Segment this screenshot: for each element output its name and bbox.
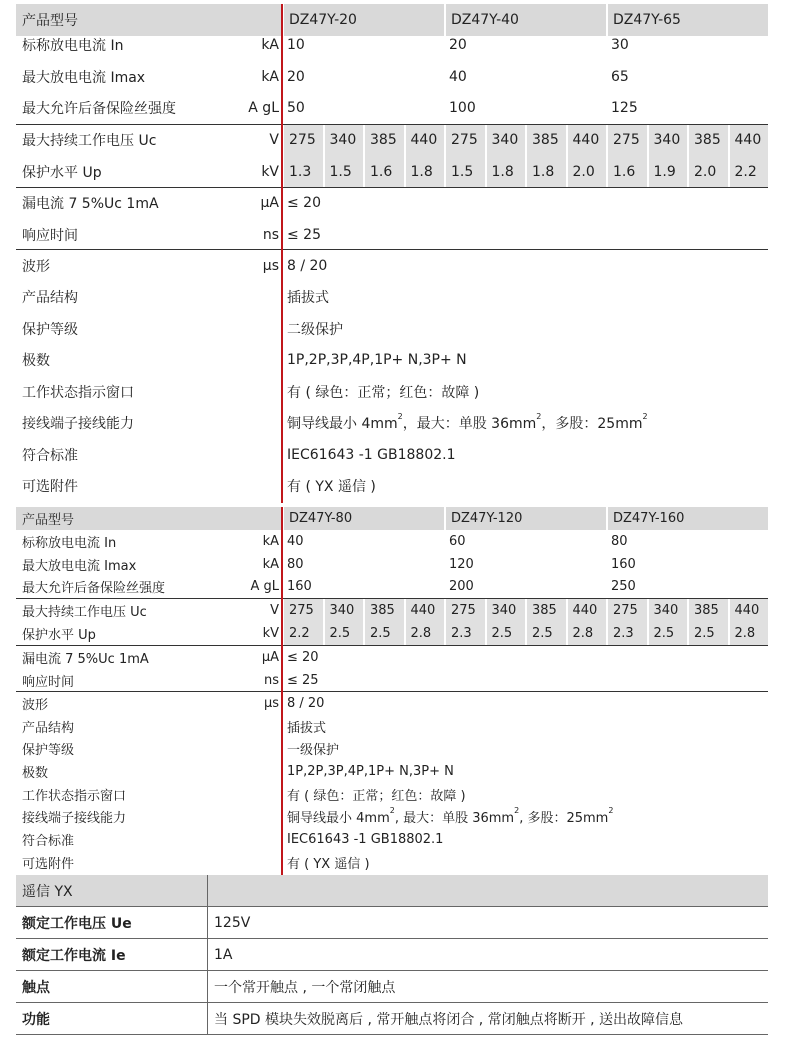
poles-row: 极数 1P,2P,3P,4P,1P+ N,3P+ N	[22, 352, 467, 370]
uc-value: 275	[606, 125, 647, 157]
yx-row: 功能 当 SPD 模块失效脱离后 , 常开触点将闭合 , 常闭触点将断开 , 送出故障信息	[16, 1003, 768, 1035]
fuse-row: 最大允许后备保险丝强度 A gL 160 200 250	[22, 579, 636, 597]
max-current-row: 最大放电电流 Imax kA 20 40 65	[22, 68, 629, 86]
terminal-row: 接线端子接线能力 铜导线最小 $4mm^2$, 最大：单股 $36mm^2$, 多股：$25mm^2$	[22, 806, 614, 827]
model-name: DZ47Y-160	[606, 507, 768, 530]
uc-row: 最大持续工作电压 Uc V 275 340 385 440 275 340 385 440 275 340 385 440	[16, 125, 768, 157]
response-row: 响应时间 ns ≤ 25	[22, 672, 319, 690]
uc-value: 340	[323, 599, 364, 622]
red-divider	[281, 4, 283, 503]
up-value: 2.0	[566, 156, 607, 188]
standard-row: 符合标准 IEC61643 -1 GB18802.1	[22, 446, 456, 464]
terminal-value: 铜导线最小 $4mm^2$，最大：单股 $36mm^2$，多股：$25mm^2$	[287, 412, 648, 433]
up-value: 2.5	[363, 622, 404, 645]
uc-value: 440	[728, 125, 769, 157]
up-value: 1.8	[485, 156, 526, 188]
yx-table	[16, 875, 768, 1035]
model-name: DZ47Y-80	[282, 507, 444, 530]
up-value: 1.5	[444, 156, 485, 188]
model-name: DZ47Y-120	[444, 507, 606, 530]
uc-value: 275	[282, 599, 323, 622]
terminal-row: 接线端子接线能力 铜导线最小 $4mm^2$，最大：单股 $36mm^2$，多股：$25mm^2$	[22, 412, 648, 433]
uc-value: 275	[444, 125, 485, 157]
up-value: 2.8	[566, 622, 607, 645]
model-name: DZ47Y-65	[606, 4, 768, 36]
uc-value: 340	[323, 125, 364, 157]
up-value: 2.5	[647, 622, 688, 645]
uc-value: 275	[606, 599, 647, 622]
yx-row: 额定工作电压 Ue 125V	[16, 907, 768, 939]
uc-value: 385	[363, 125, 404, 157]
leakage-row: 漏电流 7 5%Uc 1mA μA ≤ 20	[22, 649, 319, 667]
up-value: 2.3	[444, 622, 485, 645]
up-value: 2.5	[485, 622, 526, 645]
response-row: 响应时间 ns ≤ 25	[22, 226, 321, 244]
up-value: 2.5	[687, 622, 728, 645]
up-value: 2.5	[323, 622, 364, 645]
fuse-row: 最大允许后备保险丝强度 A gL 50 100 125	[22, 100, 638, 118]
yx-row: 触点 一个常开触点 , 一个常闭触点	[16, 971, 768, 1003]
uc-value: 340	[647, 599, 688, 622]
max-current-row: 最大放电电流 Imax kA 80 120 160	[22, 556, 636, 574]
up-value: 1.5	[323, 156, 364, 188]
structure-row: 产品结构 插拔式	[22, 290, 329, 307]
accessory-row: 可选附件 有 ( YX 遥信 )	[22, 479, 376, 496]
uc-value: 385	[363, 599, 404, 622]
model-header-row	[16, 507, 768, 530]
up-value: 2.0	[687, 156, 728, 188]
up-value: 2.8	[404, 622, 445, 645]
up-value: 2.2	[728, 156, 769, 188]
up-value: 1.6	[606, 156, 647, 188]
up-value: 2.8	[728, 622, 769, 645]
accessory-row: 可选附件 有 ( YX 遥信 )	[22, 856, 370, 872]
uc-value: 340	[485, 599, 526, 622]
up-value: 1.3	[282, 156, 323, 188]
protection-level-row: 保护等级 二级保护	[22, 321, 343, 338]
status-window-row: 工作状态指示窗口 有 ( 绿色：正常；红色：故障 )	[22, 788, 466, 804]
waveform-row: 波形 μs 8 / 20	[22, 257, 328, 275]
up-value: 1.8	[525, 156, 566, 188]
yx-header-row	[16, 875, 768, 907]
up-value: 1.6	[363, 156, 404, 188]
header-label: 产品型号	[22, 12, 78, 29]
uc-row: 最大持续工作电压 Uc V 275 340 385 440 275 340 385 440 275 340 385 440	[16, 599, 768, 622]
standard-row: 符合标准 IEC61643 -1 GB18802.1	[22, 832, 444, 850]
poles-row: 极数 1P,2P,3P,4P,1P+ N,3P+ N	[22, 763, 454, 781]
uc-value: 440	[566, 125, 607, 157]
waveform-row: 波形 μs 8 / 20	[22, 695, 325, 713]
rated-current-row: 标称放电电流 In kA 10 20 30	[22, 37, 629, 55]
leakage-row: 漏电流 7 5%Uc 1mA μA ≤ 20	[22, 195, 321, 213]
model-name: DZ47Y-40	[444, 4, 606, 36]
header-label: 产品型号	[22, 512, 75, 528]
uc-value: 440	[404, 599, 445, 622]
yx-title: 遥信 YX	[16, 875, 208, 907]
up-value: 2.5	[525, 622, 566, 645]
model-name: DZ47Y-20	[282, 4, 444, 36]
structure-row: 产品结构 插拔式	[22, 720, 327, 736]
uc-value: 440	[566, 599, 607, 622]
uc-value: 440	[728, 599, 769, 622]
uc-value: 275	[282, 125, 323, 157]
status-window-row: 工作状态指示窗口 有 ( 绿色：正常；红色：故障 )	[22, 384, 480, 401]
uc-value: 385	[525, 599, 566, 622]
protection-level-row: 保护等级 一级保护	[22, 743, 340, 759]
uc-value: 340	[647, 125, 688, 157]
uc-value: 340	[485, 125, 526, 157]
uc-value: 275	[444, 599, 485, 622]
uc-value: 385	[525, 125, 566, 157]
up-row: 保护水平 Up kV 1.3 1.5 1.6 1.8 1.5 1.8 1.8 2.0 1.6 1.9 2.0 2.2	[16, 156, 768, 188]
red-divider	[281, 507, 283, 875]
terminal-value: 铜导线最小 $4mm^2$, 最大：单股 $36mm^2$, 多股：$25mm^2$	[287, 806, 614, 827]
yx-row: 额定工作电流 Ie 1A	[16, 939, 768, 971]
up-value: 2.3	[606, 622, 647, 645]
uc-value: 440	[404, 125, 445, 157]
up-value: 1.9	[647, 156, 688, 188]
uc-value: 385	[687, 125, 728, 157]
uc-value: 385	[687, 599, 728, 622]
rated-current-row: 标称放电电流 In kA 40 60 80	[22, 533, 628, 551]
up-row: 保护水平 Up kV 2.2 2.5 2.5 2.8 2.3 2.5 2.5 2.8 2.3 2.5 2.5 2.8	[16, 622, 768, 645]
up-value: 2.2	[282, 622, 323, 645]
up-value: 1.8	[404, 156, 445, 188]
